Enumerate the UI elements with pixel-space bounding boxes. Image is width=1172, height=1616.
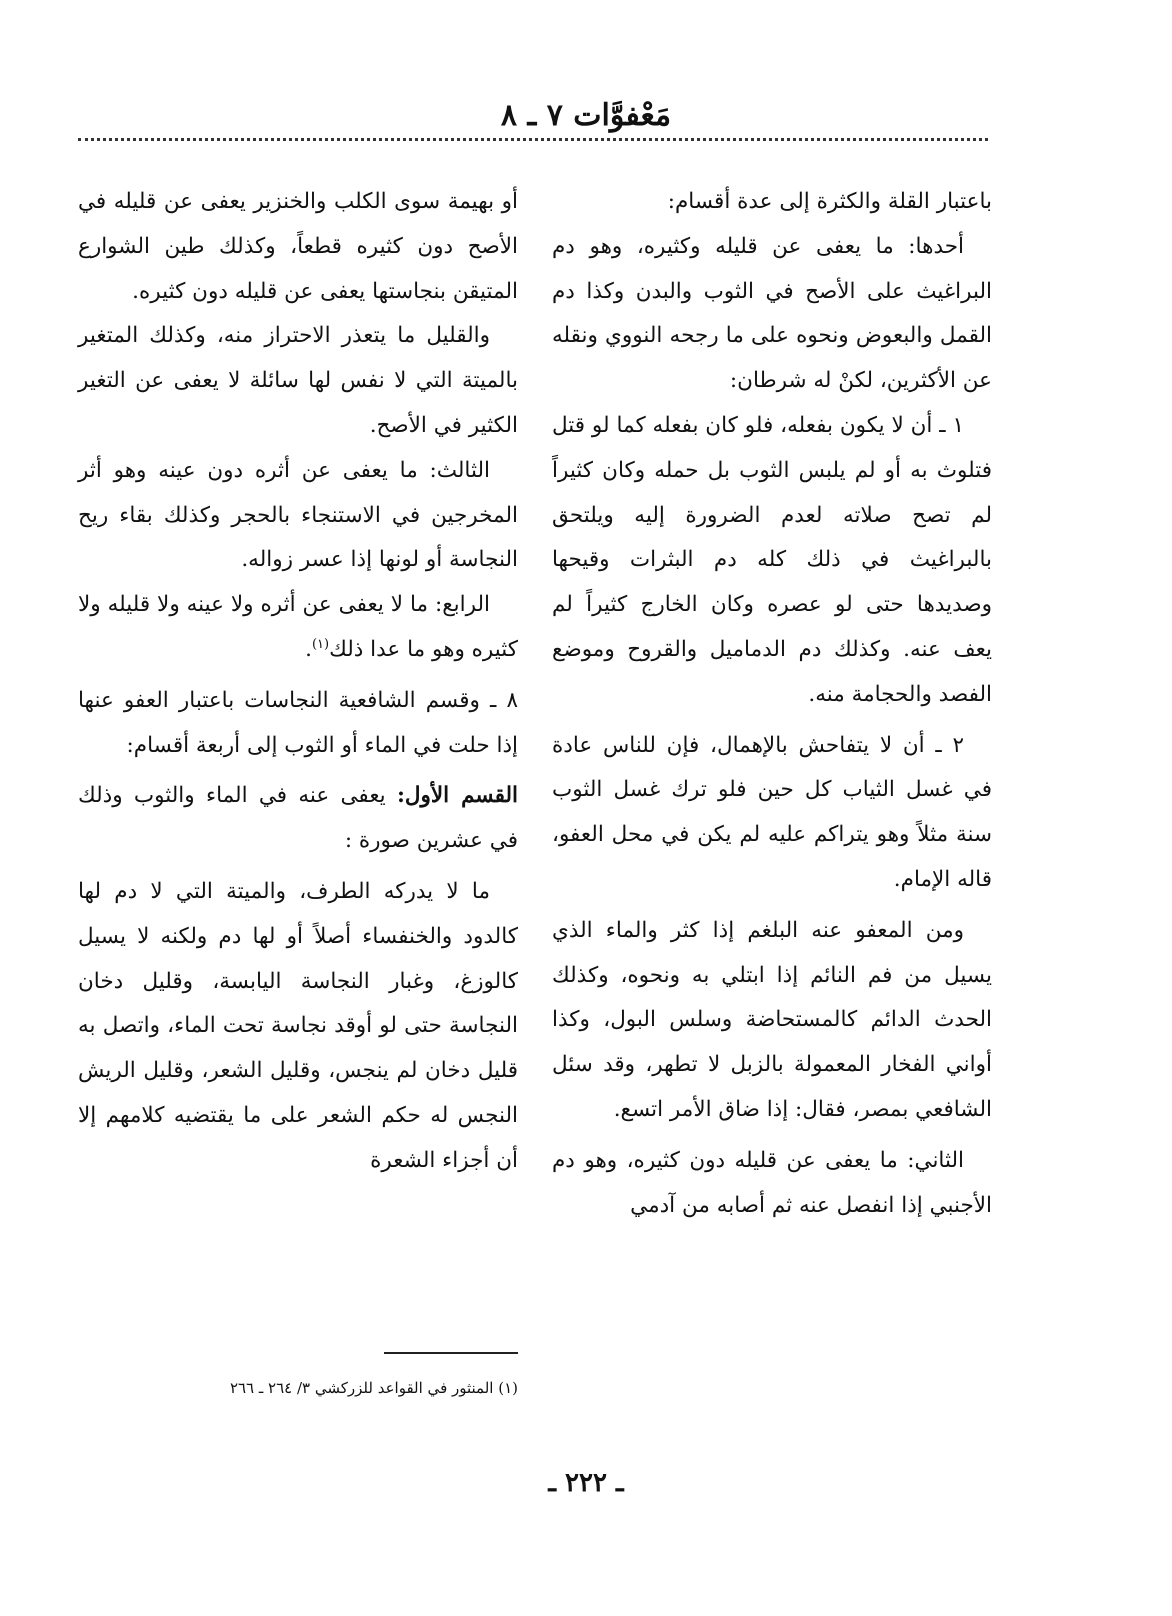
footnote-separator xyxy=(384,1352,518,1354)
paragraph-text: الرابع: ما لا يعفى عن أثره ولا عينه ولا قليله ولا كثيره وهو ما عدا ذلك xyxy=(78,592,518,662)
paragraph: ٨ ـ وقسم الشافعية النجاسات باعتبار العفو عنها إذا حلت في الماء أو الثوب إلى أربعة أقسام: xyxy=(78,687,518,758)
paragraph xyxy=(78,583,518,673)
paragraph-end: . xyxy=(305,636,312,662)
paragraph: والقليل ما يتعذر الاحتراز منه، وكذلك المتغير بالميتة التي لا نفس لها سائلة لا يعفى عن التغير الكثير في الأصح. xyxy=(78,323,518,438)
running-header-title: مَعْفوَّات ٧ ـ ٨ xyxy=(500,98,672,133)
header-dotted-rule xyxy=(78,138,988,141)
paragraph: أو بهيمة سوى الكلب والخنزير يعفى عن قليله في الأصح دون كثيره قطعاً، وكذلك طين الشوارع المتيقن بنجاستها يعفى عن قليله دون كثيره. xyxy=(78,189,518,304)
page-number: ـ ٢٢٢ ـ xyxy=(548,1468,624,1498)
paragraph: الثالث: ما يعفى عن أثره دون عينه وهو أثر المخرجين في الاستنجاء بالحجر وكذلك بقاء ريح النجاسة أو لونها إذا عسر زواله. xyxy=(78,457,518,573)
paragraph: باعتبار القلة والكثرة إلى عدة أقسام: xyxy=(667,189,992,214)
paragraph xyxy=(78,774,518,864)
paragraph: ومن المعفو عنه البلغم إذا كثر والماء الذي يسيل من فم النائم إذا ابتلي به ونحوه، وكذلك الحدث الدائم كالمستحاضة وسلس البول، وكذا أواني الفخار المعمولة بالزبل لا تطهر، وقد سئل الشافعي بمصر، فقال: إذا ضاق الأمر اتسع. xyxy=(552,917,992,1122)
paragraph-text: يعفى عنه في الماء والثوب وذلك في عشرين صورة : xyxy=(78,783,518,854)
paragraph: أحدها: ما يعفى عن قليله وكثيره، وهو دم البراغيث على الأصح في الثوب والبدن وكذا دم القمل والبعوض ونحوه على ما رجحه النووي ونقله عن الأكثرين، لكنْ له شرطان: xyxy=(552,233,992,394)
section-heading: القسم الأول: xyxy=(396,783,518,809)
paragraph: ١ ـ أن لا يكون بفعله، فلو كان بفعله كما لو قتل فتلوث به أو لم يلبس الثوب بل حمله وكان كثيراً لم تصح صلاته لعدم الضرورة إليه ويلتحق بالبراغيث في ذلك كله دم البثرات وقيحها وصديدها حتى لو عصره وكان الخارج كثيراً لم يعف عنه. وكذلك دم الدماميل والقروح وموضع الفصد والحجامة منه. xyxy=(552,412,992,707)
paragraph: ما لا يدركه الطرف، والميتة التي لا دم لها كالدود والخنفساء أصلاً أو لها دم ولكنه لا يسيل كالوزغ، وغبار النجاسة اليابسة، وقليل دخان النجاسة حتى لو أوقد نجاسة تحت الماء، واتصل به قليل دخان لم ينجس، وقليل الشعر، وقليل الريش النجس له حكم الشعر على ما يقتضيه كلامهم إلا أن أجزاء الشعرة xyxy=(78,878,518,1173)
left-column xyxy=(78,180,518,1184)
paragraph: الثاني: ما يعفى عن قليله دون كثيره، وهو دم الأجنبي إذا انفصل عنه ثم أصابه من آدمي xyxy=(552,1147,992,1218)
footnote: (١) المنثور في القواعد للزركشي ٣/ ٢٦٤ ـ ٢٦٦ xyxy=(229,1379,518,1397)
footnote-reference[interactable]: (١) xyxy=(311,636,330,652)
paragraph: ٢ ـ أن لا يتفاحش بالإهمال، فإن للناس عادة في غسل الثياب كل حين فلو ترك غسل الثوب سنة مثلاً وهو يتراكم عليه لم يكن في محل العفو، قاله الإمام. xyxy=(552,732,992,892)
right-column xyxy=(552,180,992,1228)
